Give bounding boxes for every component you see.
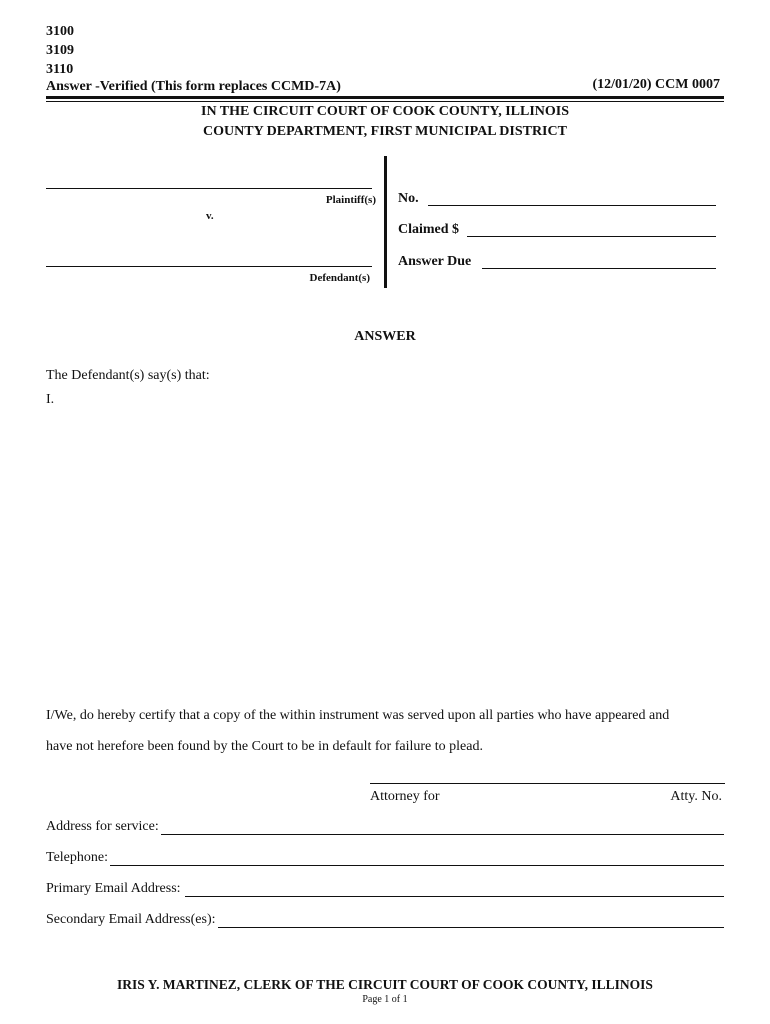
form-code: 3110	[46, 62, 74, 77]
header-rule-thin	[46, 101, 724, 102]
answer-intro: The Defendant(s) say(s) that:	[46, 368, 210, 383]
defendant-field[interactable]	[46, 254, 372, 267]
case-number-label: No.	[398, 191, 419, 206]
plaintiff-label: Plaintiff(s)	[325, 194, 376, 206]
form-title: Answer -Verified (This form replaces CCMD-7A)	[46, 79, 341, 94]
case-number-field[interactable]	[428, 191, 716, 206]
atty-number-label: Atty. No.	[670, 789, 722, 804]
answer-text-area[interactable]	[46, 415, 724, 685]
header-rule-thick	[46, 96, 724, 99]
claimed-amount-field[interactable]	[467, 222, 716, 237]
answer-due-label: Answer Due	[398, 254, 472, 269]
answer-due-field[interactable]	[482, 254, 716, 269]
attorney-signature-line[interactable]	[370, 783, 725, 784]
form-code: 3100	[46, 24, 74, 39]
defendant-label: Defendant(s)	[309, 272, 370, 284]
court-department: COUNTY DEPARTMENT, FIRST MUNICIPAL DISTRICT	[203, 124, 567, 139]
address-label: Address for service:	[46, 819, 159, 834]
form-codes	[46, 22, 74, 79]
answer-title: ANSWER	[354, 329, 416, 344]
certify-line-1: I/We, do hereby certify that a copy of the within instrument was served upon all parties who have appeared and	[46, 708, 670, 723]
address-field[interactable]	[161, 820, 724, 835]
telephone-row	[46, 850, 724, 866]
certify-line-2: have not herefore been found by the Court to be in default for failure to plead.	[46, 739, 483, 754]
court-name: IN THE CIRCUIT COURT OF COOK COUNTY, ILLINOIS	[201, 104, 569, 119]
primary-email-row	[46, 881, 724, 897]
answer-item-number: I.	[46, 392, 55, 407]
caption-divider	[384, 156, 387, 288]
secondary-email-label: Secondary Email Address(es):	[46, 912, 216, 927]
attorney-for-label: Attorney for	[370, 789, 440, 804]
form-code: 3109	[46, 43, 74, 58]
clerk-footer: IRIS Y. MARTINEZ, CLERK OF THE CIRCUIT COURT OF COOK COUNTY, ILLINOIS	[117, 977, 653, 992]
secondary-email-row	[46, 912, 724, 928]
secondary-email-field[interactable]	[218, 913, 724, 928]
telephone-label: Telephone:	[46, 850, 108, 865]
form-id: (12/01/20) CCM 0007	[592, 77, 720, 92]
primary-email-label: Primary Email Address:	[46, 881, 181, 896]
plaintiff-field[interactable]	[46, 176, 372, 189]
page-number: Page 1 of 1	[362, 994, 408, 1005]
telephone-field[interactable]	[110, 851, 724, 866]
primary-email-field[interactable]	[185, 882, 724, 897]
address-row	[46, 819, 724, 835]
versus-label: v.	[206, 210, 214, 222]
claimed-amount-label: Claimed $	[398, 222, 460, 237]
